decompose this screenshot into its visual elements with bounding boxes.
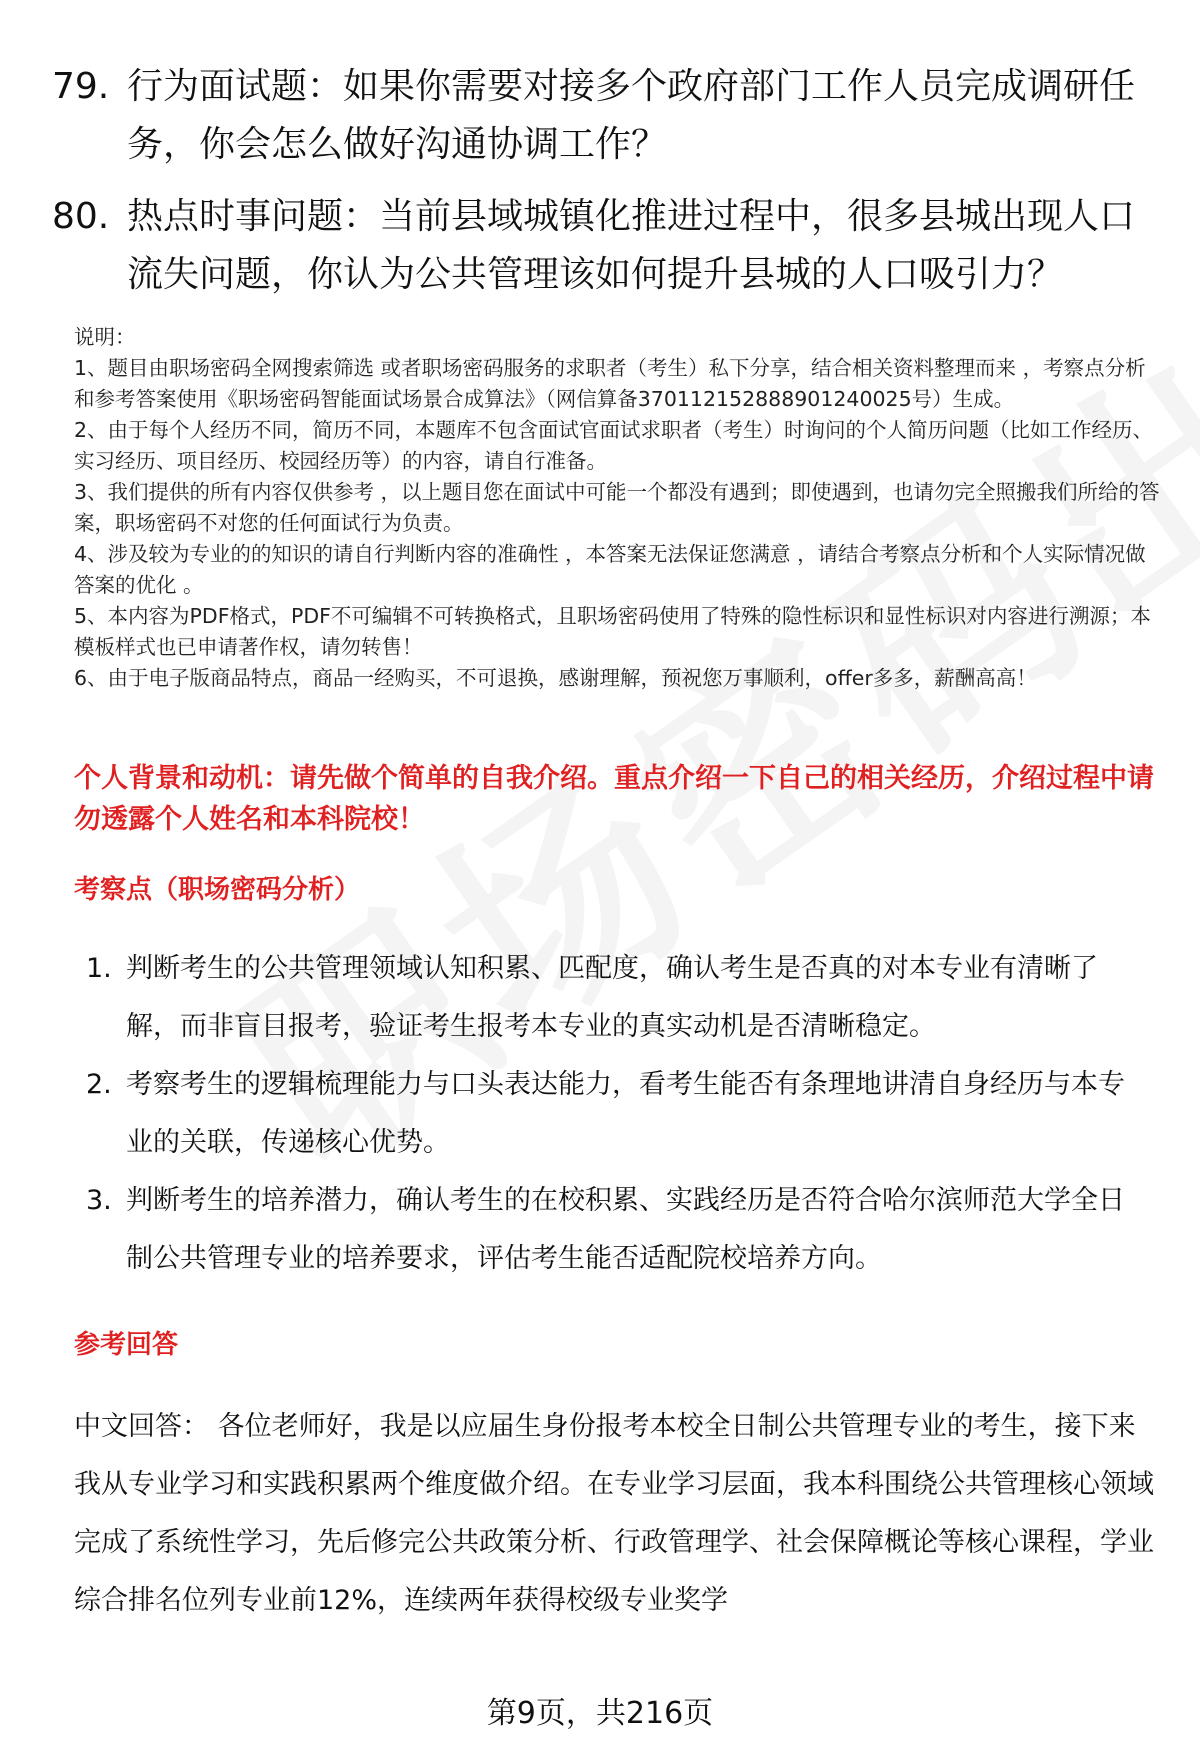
question-text: 行为面试题：如果你需要对接多个政府部门工作人员完成调研任务，你会怎么做好沟通协调工作？: [127, 66, 1136, 165]
point-text: 判断考生的公共管理领域认知积累、匹配度，确认考生是否真的对本专业有清晰了解，而非盲目报考，验证考生报考本专业的真实动机是否清晰稳定。: [126, 953, 1098, 1042]
point-number: 3.: [86, 1185, 112, 1216]
question-text: 热点时事问题：当前县域城镇化推进过程中，很多县城出现人口流失问题，你认为公共管理该如何提升县城的人口吸引力？: [127, 196, 1136, 295]
background-question: 个人背景和动机：请先做个简单的自我介绍。重点介绍一下自己的相关经历，介绍过程中请勿透露个人姓名和本科院校！: [74, 763, 1154, 835]
list-item: [74, 1172, 1144, 1288]
question-number: 80.: [52, 196, 110, 237]
note-item: 2、由于每个人经历不同，简历不同，本题库不包含面试官面试求职者（考生）时询问的个人简历问题（比如工作经历、实习经历、项目经历、校园经历等）的内容，请自行准备。: [74, 418, 1154, 473]
note-item: 5、本内容为PDF格式，PDF不可编辑不可转换格式，且职场密码使用了特殊的隐性标识和显性标识对内容进行溯源；本模板样式也已申请著作权，请勿转售！: [74, 604, 1151, 659]
page-footer: 第9页，共216页: [486, 1696, 714, 1731]
point-text: 考察考生的逻辑梳理能力与口头表达能力，看考生能否有条理地讲清自身经历与本专业的关联，传递核心优势。: [126, 1069, 1125, 1158]
note-item: 6、由于电子版商品特点，商品一经购买，不可退换，感谢理解，预祝您万事顺利，offer多多，薪酬高高！: [74, 666, 1037, 690]
list-item: [74, 940, 1144, 1056]
note-item: 3、我们提供的所有内容仅供参考 ，以上题目您在面试中可能一个都没有遇到；即使遇到，也请勿完全照搬我们所给的答案，职场密码不对您的任何面试行为负责。: [74, 480, 1160, 535]
point-text: 判断考生的培养潜力，确认考生的在校积累、实践经历是否符合哈尔滨师范大学全日制公共管理专业的培养要求，评估考生能否适配院校培养方向。: [126, 1185, 1125, 1274]
analysis-title: 考察点（职场密码分析）: [74, 875, 361, 905]
list-item: [74, 1056, 1144, 1172]
reference-answer: 中文回答： 各位老师好，我是以应届生身份报考本校全日制公共管理专业的考生，接下来我从专业学习和实践积累两个维度做介绍。在专业学习层面，我本科围绕公共管理核心领域完成了系统性学习，先后修完公共政策分析、行政管理学、社会保障概论等核心课程，学业综合排名位列专业前12%，连续两年获得校级专业奖学: [74, 1411, 1154, 1616]
analysis-points: [74, 940, 1144, 1288]
note-item: 1、题目由职场密码全网搜索筛选 或者职场密码服务的求职者（考生）私下分享，结合相关资料整理而来 ，考察点分析和参考答案使用《职场密码智能面试场景合成算法》（网信算备370112152888901240025号）生成。: [74, 356, 1146, 411]
notes-heading: 说明：: [74, 325, 136, 349]
question-79: [52, 58, 1162, 174]
notes-section: [74, 322, 1164, 694]
note-item: 4、涉及较为专业的的知识的请自行判断内容的准确性 ，本答案无法保证您满意 ，请结合考察点分析和个人实际情况做答案的优化 。: [74, 542, 1146, 597]
point-number: 1.: [86, 953, 112, 984]
question-number: 79.: [52, 66, 110, 107]
question-80: [52, 188, 1162, 304]
reference-title: 参考回答: [74, 1330, 179, 1360]
point-number: 2.: [86, 1069, 112, 1100]
